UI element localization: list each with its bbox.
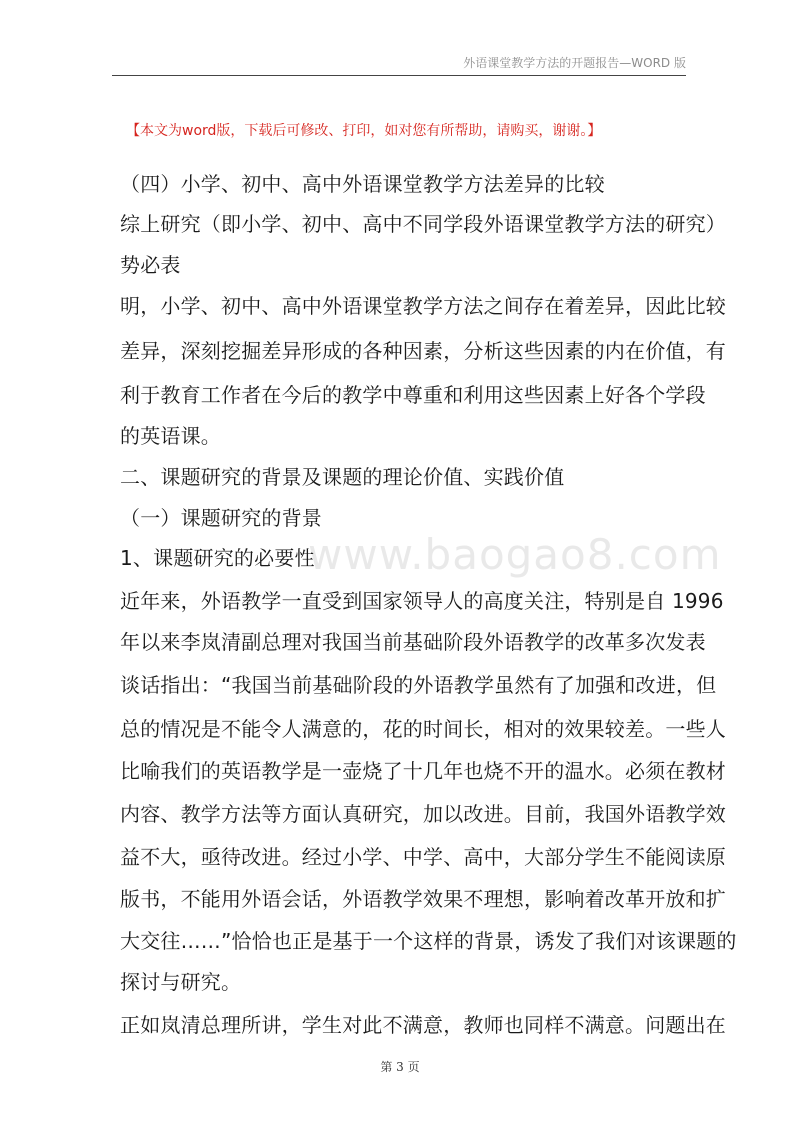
subsection-heading-necessity: 1、课题研究的必要性 xyxy=(120,546,315,570)
paragraph-line: 内容、教学方法等方面认真研究，加以改进。目前，我国外语教学效 xyxy=(120,802,726,826)
paragraph-line: 总的情况是不能令人满意的，花的时间长，相对的效果较差。一些人 xyxy=(120,717,726,741)
paragraph-line: 差异，深刻挖掘差异形成的各种因素，分析这些因素的内在价值，有 xyxy=(120,339,726,363)
paragraph-line: 利于教育工作者在今后的教学中尊重和利用这些因素上好各个学段 xyxy=(120,383,706,407)
paragraph-line: 的英语课。 xyxy=(120,424,221,448)
paragraph-line: 比喻我们的英语教学是一壶烧了十几年也烧不开的温水。必须在教材 xyxy=(120,759,726,783)
section-heading-4: （四）小学、初中、高中外语课堂教学方法差异的比较 xyxy=(120,172,605,196)
page-number: 第 3 页 xyxy=(380,1060,420,1074)
paragraph-line: 益不大，亟待改进。经过小学、中学、高中，大部分学生不能阅读原 xyxy=(120,845,726,869)
paragraph-line: 版书，不能用外语会话，外语教学效果不理想，影响着改革开放和扩 xyxy=(120,887,726,911)
paragraph-line: 谈话指出：“我国当前基础阶段的外语教学虽然有了加强和改进，但 xyxy=(120,673,717,697)
header-divider xyxy=(112,75,686,76)
paragraph-line: 综上研究（即小学、初中、高中不同学段外语课堂教学方法的研究） xyxy=(120,212,726,236)
running-header: 外语课堂教学方法的开题报告—WORD 版 xyxy=(463,56,686,70)
purchase-notice: 【本文为word版，下载后可修改、打印，如对您有所帮助，请购买，谢谢。】 xyxy=(126,123,602,139)
paragraph-line: 年以来李岚清副总理对我国当前基础阶段外语教学的改革多次发表 xyxy=(120,630,706,654)
section-heading-2: 二、课题研究的背景及课题的理论价值、实践价值 xyxy=(120,465,565,489)
paragraph-line: 大交往……”恰恰也正是基于一个这样的背景，诱发了我们对该课题的 xyxy=(120,929,737,953)
paragraph-line: 近年来，外语教学一直受到国家领导人的高度关注，特别是自 1996 xyxy=(120,589,724,613)
subsection-heading-1: （一）课题研究的背景 xyxy=(120,506,322,530)
paragraph-line: 探讨与研究。 xyxy=(120,970,242,994)
paragraph-line: 明，小学、初中、高中外语课堂教学方法之间存在着差异，因此比较 xyxy=(120,294,726,318)
paragraph-line: 正如岚清总理所讲，学生对此不满意，教师也同样不满意。问题出在 xyxy=(120,1013,726,1037)
watermark: www.baogao8.com xyxy=(308,530,722,579)
paragraph-line: 势必表 xyxy=(120,253,181,277)
